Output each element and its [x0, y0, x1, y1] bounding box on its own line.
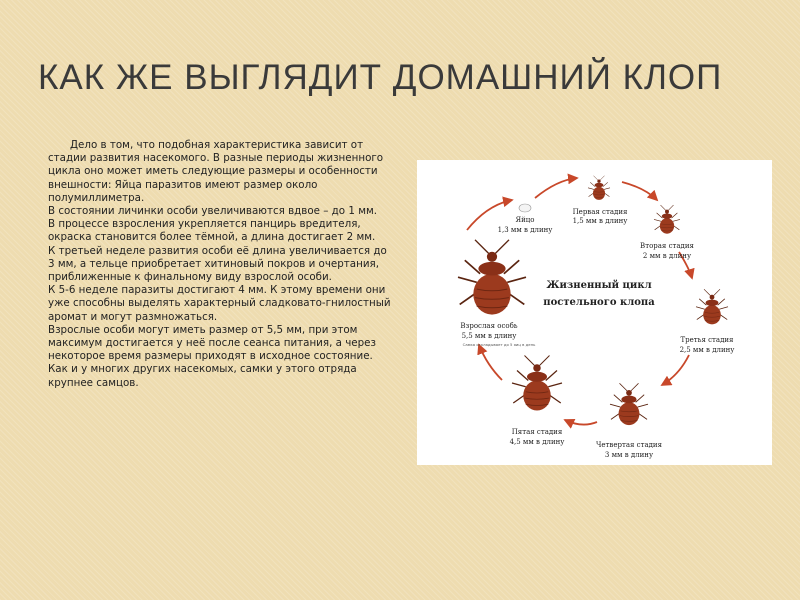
- paragraph: В процессе взросления укрепляется панцирь вредителя, окраска становится более тёмной, а длина достигает 2 мм.: [48, 218, 376, 244]
- paragraph: В состоянии личинки особи увеличиваются вдвое – до 1 мм.: [48, 205, 378, 218]
- stage4-label: Четвертая стадия: [595, 441, 663, 449]
- adult-note: Самка откладывает до 5 яиц в день: [462, 342, 536, 347]
- egg-icon: [519, 204, 531, 212]
- stage1-size: 1,5 мм в длину: [572, 217, 628, 225]
- stage1-bug-icon: [588, 176, 610, 200]
- stage2-label: Вторая стадия: [640, 242, 694, 250]
- stage5-label: Пятая стадия: [511, 428, 563, 436]
- adult-label: Взрослая особь: [460, 322, 518, 330]
- slide-title: КАК ЖЕ ВЫГЛЯДИТ ДОМАШНИЙ КЛОП: [38, 58, 723, 97]
- lifecycle-figure: [417, 160, 772, 465]
- paragraph: Дело в том, что подобная характеристика зависит от стадии развития насекомого. В разные периоды жизненного цикла оно может иметь следующие размеры и особенности внешности: Яйца паразитов имеют размер около полумиллиметра.: [48, 139, 384, 204]
- stage4-size: 3 мм в длину: [604, 451, 654, 459]
- adult-size: 5,5 мм в длину: [461, 332, 517, 340]
- figure-caption-line2: постельного клопа: [543, 297, 655, 308]
- egg-size: 1,3 мм в длину: [497, 226, 553, 234]
- adult-bug-icon: [458, 240, 526, 315]
- paragraph: Взрослые особи могут иметь размер от 5,5 мм, при этом максимум достигается у неё после сеанса питания, а через некоторое время размеры приходят в исходное состояние. Как и у многих других насекомых, самки у этого отряда крупнее самцов.: [48, 323, 376, 389]
- stage2-size: 2 мм в длину: [642, 252, 692, 260]
- lifecycle-diagram: [417, 160, 772, 465]
- stage3-size: 2,5 мм в длину: [679, 346, 735, 354]
- paragraph: К третьей неделе развития особи её длина увеличивается до 3 мм, а тельце приобретает хитиновый покров и очертания, приближенные к финальному виду взрослой особи.: [48, 244, 387, 284]
- stage5-bug-icon: [512, 356, 562, 411]
- stage3-bug-icon: [696, 289, 728, 324]
- figure-caption-line1: Жизненный цикл: [546, 280, 652, 291]
- egg-label: Яйцо: [515, 216, 535, 224]
- paragraph: К 5-6 неделе паразиты достигают 4 мм. К этому времени они уже способны выделять характерный сладковато-гнилостный аромат и могут размножаться.: [48, 284, 391, 323]
- stage1-label: Первая стадия: [572, 208, 628, 216]
- body-text: [48, 139, 393, 390]
- stage3-label: Третья стадия: [680, 336, 734, 344]
- stage4-bug-icon: [610, 383, 648, 425]
- stage2-bug-icon: [654, 205, 680, 234]
- stage5-size: 4,5 мм в длину: [509, 438, 565, 446]
